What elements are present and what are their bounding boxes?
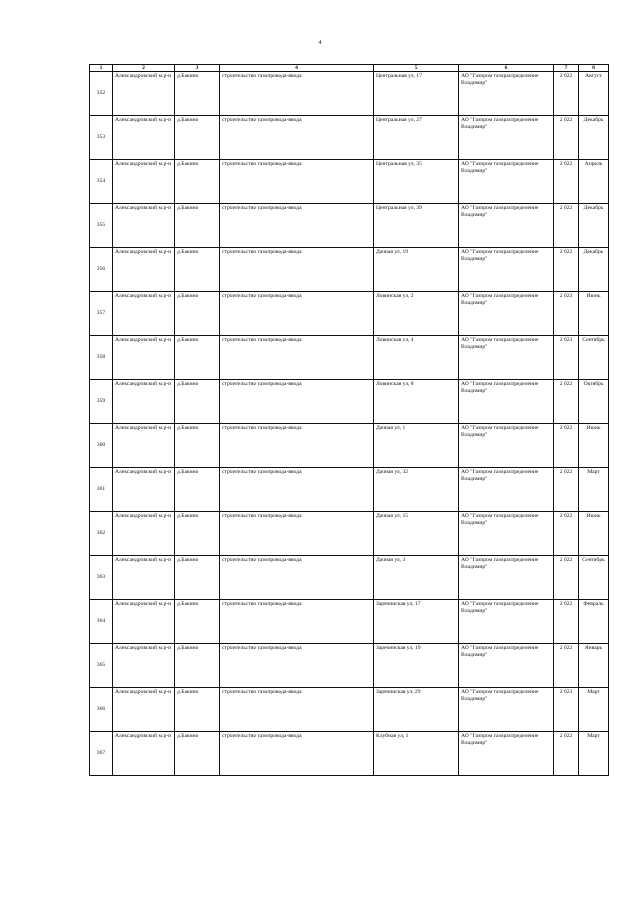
work-type-cell: строительство газопровода-ввода: [220, 468, 374, 512]
address-cell: Центральная ул, 17: [374, 72, 459, 116]
month-cell: Сентябрь: [579, 336, 609, 380]
month-cell: Март: [579, 688, 609, 732]
row-number: 365: [90, 644, 113, 688]
address-cell: Заречинская ул, 19: [374, 644, 459, 688]
year-cell: 2 022: [554, 116, 579, 160]
work-type-cell: строительство газопровода-ввода: [220, 116, 374, 160]
address-cell: Ловинская ул, 4: [374, 336, 459, 380]
year-cell: 2 022: [554, 732, 579, 776]
table-row: [90, 512, 609, 556]
month-cell: Июнь: [579, 512, 609, 556]
year-cell: 2 022: [554, 204, 579, 248]
header-row: [90, 65, 609, 72]
month-cell: Декабрь: [579, 248, 609, 292]
works-table: [89, 64, 609, 776]
row-number: 363: [90, 556, 113, 600]
district-cell: Александровский м.р-н: [113, 204, 175, 248]
district-cell: Александровский м.р-н: [113, 600, 175, 644]
district-cell: Александровский м.р-н: [113, 160, 175, 204]
locality-cell: д.Бакино: [175, 72, 220, 116]
district-cell: Александровский м.р-н: [113, 688, 175, 732]
locality-cell: д.Бакино: [175, 248, 220, 292]
year-cell: 2 023: [554, 292, 579, 336]
row-number: 357: [90, 292, 113, 336]
organization-cell: АО "Газпром газораспределение Владимир": [459, 732, 554, 776]
year-cell: 2 022: [554, 556, 579, 600]
work-type-cell: строительство газопровода-ввода: [220, 380, 374, 424]
table-row: [90, 424, 609, 468]
organization-cell: АО "Газпром газораспределение Владимир": [459, 644, 554, 688]
page-number: 4: [318, 40, 322, 46]
table-row: [90, 292, 609, 336]
organization-cell: АО "Газпром газораспределение Владимир": [459, 248, 554, 292]
year-cell: 2 022: [554, 424, 579, 468]
column-header: 4: [220, 65, 374, 72]
address-cell: Центральная ул, 39: [374, 204, 459, 248]
organization-cell: АО "Газпром газораспределение Владимир": [459, 512, 554, 556]
row-number: 358: [90, 336, 113, 380]
district-cell: Александровский м.р-н: [113, 380, 175, 424]
locality-cell: д.Бакино: [175, 336, 220, 380]
address-cell: Ловинская ул, 2: [374, 292, 459, 336]
month-cell: Август: [579, 72, 609, 116]
year-cell: 2 022: [554, 600, 579, 644]
district-cell: Александровский м.р-н: [113, 248, 175, 292]
row-number: 362: [90, 512, 113, 556]
locality-cell: д.Бакино: [175, 380, 220, 424]
column-header: 5: [374, 65, 459, 72]
month-cell: Июнь: [579, 424, 609, 468]
month-cell: Июнь: [579, 292, 609, 336]
month-cell: Январь: [579, 644, 609, 688]
address-cell: Дачная ул, 19: [374, 248, 459, 292]
row-number: 355: [90, 204, 113, 248]
table-row: [90, 556, 609, 600]
year-cell: 2 023: [554, 688, 579, 732]
table-row: [90, 468, 609, 512]
table-row: [90, 336, 609, 380]
district-cell: Александровский м.р-н: [113, 336, 175, 380]
work-type-cell: строительство газопровода-ввода: [220, 336, 374, 380]
row-number: 366: [90, 688, 113, 732]
work-type-cell: строительство газопровода-ввода: [220, 732, 374, 776]
work-type-cell: строительство газопровода-ввода: [220, 204, 374, 248]
address-cell: Клубная ул, 1: [374, 732, 459, 776]
table-row: [90, 732, 609, 776]
year-cell: 2 022: [554, 468, 579, 512]
organization-cell: АО "Газпром газораспределение Владимир": [459, 116, 554, 160]
organization-cell: АО "Газпром газораспределение Владимир": [459, 380, 554, 424]
month-cell: Октябрь: [579, 380, 609, 424]
month-cell: Март: [579, 732, 609, 776]
table-row: [90, 644, 609, 688]
table-row: [90, 160, 609, 204]
row-number: 353: [90, 116, 113, 160]
row-number: 360: [90, 424, 113, 468]
locality-cell: д.Бакино: [175, 688, 220, 732]
year-cell: 2 022: [554, 644, 579, 688]
locality-cell: д.Бакино: [175, 468, 220, 512]
month-cell: Сентябрь: [579, 556, 609, 600]
column-header: 7: [554, 65, 579, 72]
locality-cell: д.Бакино: [175, 292, 220, 336]
month-cell: Декабрь: [579, 204, 609, 248]
organization-cell: АО "Газпром газораспределение Владимир": [459, 556, 554, 600]
district-cell: Александровский м.р-н: [113, 72, 175, 116]
work-type-cell: строительство газопровода-ввода: [220, 512, 374, 556]
address-cell: Центральная ул, 27: [374, 116, 459, 160]
organization-cell: АО "Газпром газораспределение Владимир": [459, 292, 554, 336]
locality-cell: д.Бакино: [175, 600, 220, 644]
organization-cell: АО "Газпром газораспределение Владимир": [459, 160, 554, 204]
address-cell: Заречинская ул, 17: [374, 600, 459, 644]
organization-cell: АО "Газпром газораспределение Владимир": [459, 688, 554, 732]
work-type-cell: строительство газопровода-ввода: [220, 160, 374, 204]
month-cell: Март: [579, 468, 609, 512]
organization-cell: АО "Газпром газораспределение Владимир": [459, 600, 554, 644]
work-type-cell: строительство газопровода-ввода: [220, 72, 374, 116]
row-number: 367: [90, 732, 113, 776]
work-type-cell: строительство газопровода-ввода: [220, 644, 374, 688]
address-cell: Дачная ул, 3: [374, 556, 459, 600]
address-cell: Ловинская ул, 8: [374, 380, 459, 424]
address-cell: Дачная ул, 15: [374, 512, 459, 556]
row-number: 359: [90, 380, 113, 424]
district-cell: Александровский м.р-н: [113, 512, 175, 556]
column-header: 2: [113, 65, 175, 72]
organization-cell: АО "Газпром газораспределение Владимир": [459, 204, 554, 248]
organization-cell: АО "Газпром газораспределение Владимир": [459, 424, 554, 468]
row-number: 356: [90, 248, 113, 292]
work-type-cell: строительство газопровода-ввода: [220, 248, 374, 292]
table-row: [90, 380, 609, 424]
address-cell: Дачная ул, 1: [374, 424, 459, 468]
work-type-cell: строительство газопровода-ввода: [220, 424, 374, 468]
locality-cell: д.Бакино: [175, 116, 220, 160]
organization-cell: АО "Газпром газораспределение Владимир": [459, 72, 554, 116]
work-type-cell: строительство газопровода-ввода: [220, 600, 374, 644]
month-cell: Февраль: [579, 600, 609, 644]
column-header: 8: [579, 65, 609, 72]
year-cell: 2 022: [554, 512, 579, 556]
district-cell: Александровский м.р-н: [113, 424, 175, 468]
year-cell: 2 023: [554, 336, 579, 380]
column-header: 1: [90, 65, 113, 72]
row-number: 354: [90, 160, 113, 204]
organization-cell: АО "Газпром газораспределение Владимир": [459, 336, 554, 380]
column-header: 6: [459, 65, 554, 72]
district-cell: Александровский м.р-н: [113, 292, 175, 336]
year-cell: 2 022: [554, 248, 579, 292]
locality-cell: д.Бакино: [175, 424, 220, 468]
row-number: 364: [90, 600, 113, 644]
address-cell: Заречинская ул, 29: [374, 688, 459, 732]
work-type-cell: строительство газопровода-ввода: [220, 556, 374, 600]
locality-cell: д.Бакино: [175, 160, 220, 204]
address-cell: Центральная ул, 35: [374, 160, 459, 204]
year-cell: 2 022: [554, 160, 579, 204]
year-cell: 2 022: [554, 72, 579, 116]
district-cell: Александровский м.р-н: [113, 468, 175, 512]
locality-cell: д.Бакино: [175, 732, 220, 776]
address-cell: Дачная ул, 32: [374, 468, 459, 512]
month-cell: Апрель: [579, 160, 609, 204]
table-row: [90, 248, 609, 292]
row-number: 352: [90, 72, 113, 116]
district-cell: Александровский м.р-н: [113, 732, 175, 776]
district-cell: Александровский м.р-н: [113, 556, 175, 600]
table-row: [90, 688, 609, 732]
column-header: 3: [175, 65, 220, 72]
table-row: [90, 204, 609, 248]
year-cell: 2 022: [554, 380, 579, 424]
row-number: 361: [90, 468, 113, 512]
organization-cell: АО "Газпром газораспределение Владимир": [459, 468, 554, 512]
table-row: [90, 600, 609, 644]
work-type-cell: строительство газопровода-ввода: [220, 688, 374, 732]
locality-cell: д.Бакино: [175, 204, 220, 248]
locality-cell: д.Бакино: [175, 556, 220, 600]
district-cell: Александровский м.р-н: [113, 644, 175, 688]
table-row: [90, 72, 609, 116]
locality-cell: д.Бакино: [175, 512, 220, 556]
table-row: [90, 116, 609, 160]
month-cell: Декабрь: [579, 116, 609, 160]
work-type-cell: строительство газопровода-ввода: [220, 292, 374, 336]
district-cell: Александровский м.р-н: [113, 116, 175, 160]
locality-cell: д.Бакино: [175, 644, 220, 688]
